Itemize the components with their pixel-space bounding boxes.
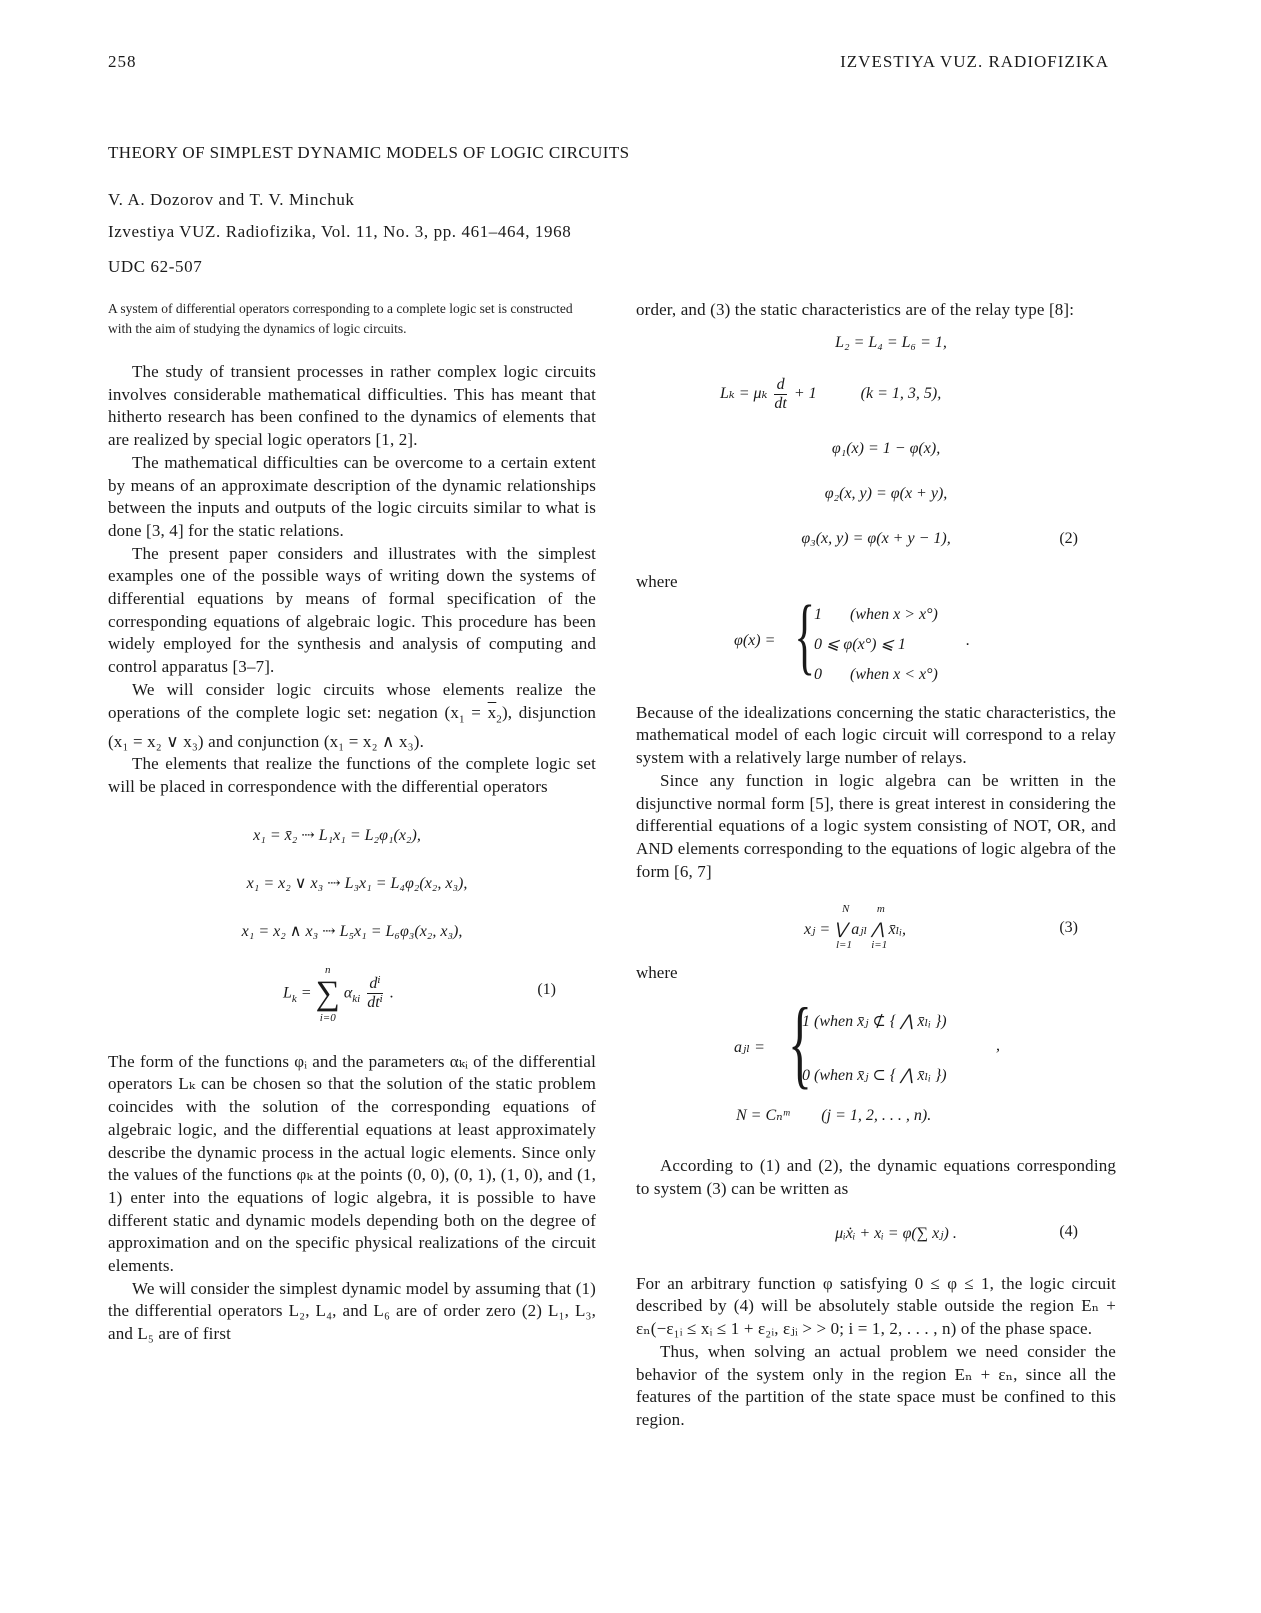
article-udc: UDC 62-507: [108, 257, 203, 276]
abstract: A system of differential operators corresponding to a complete logic set is constructed with the aim of studying the dynamics of logic circuits.: [108, 301, 573, 336]
equation-2c: φ₁(x) = 1 − φ(x),: [831, 439, 941, 457]
a-definition: [636, 987, 1116, 1143]
paragraph-functions-form: The form of the functions φᵢ and the parameters αₖᵢ of the differential operators Lₖ can be chosen so that the solution of the static problem coincides with the solution of the corresponding equations of algebraic logic, and the differential equations at least approximately describe the dynamic process in the actual logic elements. Since only the values of the functions φₖ at the points (0, 0), (0, 1), (1, 0), and (1, 1) enter into the equations of logic algebra, it is possible to have different static and dynamic models depending both on the degree of approximation and on the specific physical realizations of the circuit elements.: [108, 1051, 596, 1276]
equation-2b-cond: (k = 1, 3, 5),: [860, 384, 942, 402]
sum-lower-limit: i=0: [319, 1011, 336, 1024]
n-definition: N = Cₙᵐ (j = 1, 2, . . . , n).: [736, 1107, 932, 1125]
a-comma: ,: [996, 1037, 1000, 1055]
where-label-1: where: [636, 571, 678, 591]
left-column: [108, 299, 596, 1346]
equation-1-block: [108, 813, 596, 1051]
equation-3-upper: N m: [842, 903, 885, 916]
equation-1c: x₁ = x₂ ∧ x₃ ⇢ L₅x₁ = L₆φ₃(x₂, x₃),: [241, 922, 463, 940]
equation-2e: φ₃(x, y) = φ(x + y − 1),: [801, 529, 951, 547]
phi-case-1: 1 (when x > x°): [814, 605, 938, 623]
phi-case-3: 0 (when x < x°): [814, 665, 938, 683]
equation-3-block: [636, 891, 1116, 963]
equation-1a: x₁ = x̄₂ ⇢ L₁x₁ = L₂φ₁(x₂),: [253, 826, 421, 844]
equation-2b-den: dt: [774, 394, 787, 412]
equation-2a: L₂ = L₄ = L₆ = 1,: [835, 333, 947, 351]
where-label-2: where: [636, 963, 678, 983]
journal-header: IZVESTIYA VUZ. RADIOFIZIKA: [840, 52, 1109, 71]
equation-1d: $L_k$ = n ∑ i=0 $\alpha_{ki}$ $\frac{\text{dⁱ}}{\text{dtⁱ}}$ .: [283, 963, 394, 1024]
equation-2b-num: d: [774, 376, 786, 395]
equation-1b: x₁ = x₂ ∨ x₃ ⇢ L₃x₁ = L₄φ₂(x₂, x₃),: [246, 874, 468, 892]
paragraph-correspondence: The elements that realize the functions of the complete logic set will be placed in correspondence with the differential operators: [108, 754, 596, 797]
equation-2b-rhs: + 1: [793, 384, 817, 402]
page-number: 258: [108, 52, 137, 71]
paragraph-logic-set-b: ), disjunction (x₁ = x₂ ∨ x₃) and conjunction (x₁ = x₂ ∧ x₃).: [108, 702, 596, 751]
paragraph-simplest-model: We will consider the simplest dynamic model by assuming that (1) the differential operators L₂, L₄, and L₆ are of order zero (2) L₁, L₃, and L₅ are of first: [108, 1278, 596, 1344]
phi-definition: [636, 586, 1116, 694]
a-case-1: 1 (when x̄ⱼ ⊄ { ⋀ x̄ₗᵢ }): [802, 1013, 947, 1031]
paragraph-present-paper: The present paper considers and illustrates with the simplest examples one of the possible ways of writing down the systems of differential equations by means of formal specification of the corresponding equations of algebraic logic. This procedure has been widely employed for the synthesis and analysis of computing and control apparatus [3–7].: [108, 543, 596, 677]
sum-upper-limit: n: [324, 963, 331, 976]
phi-cases: [814, 600, 938, 690]
phi-lhs: φ(x) =: [734, 631, 776, 649]
equation-2b: [720, 376, 941, 413]
article-title: THEORY OF SIMPLEST DYNAMIC MODELS OF LOGIC CIRCUITS: [108, 143, 630, 162]
equation-2-label: (2): [1059, 529, 1078, 547]
equation-4-label: (4): [1059, 1222, 1078, 1240]
equation-3-label: (3): [1059, 919, 1078, 937]
paragraph-relay-type: order, and (3) the static characteristics are of the relay type [8]:: [636, 300, 1075, 319]
a-case-2: 0 (when x̄ⱼ ⊂ { ⋀ x̄ₗᵢ }): [802, 1067, 947, 1085]
a-brace: {: [788, 987, 812, 1099]
equation-2d: φ₂(x, y) = φ(x + y),: [824, 484, 948, 502]
equation-3: xⱼ = ⋁ aⱼₗ ⋀ x̄ₗᵢ,: [804, 921, 906, 939]
equation-1-label: (1): [537, 980, 556, 998]
equation-2b-lhs: Lₖ = μₖ: [720, 384, 768, 402]
equation-1d-num: dⁱ: [367, 975, 383, 994]
paragraph-logic-set: We will consider logic circuits whose elements realize the operations of the complete logic set: negation $(x_1 = \overline{x}_2)$, disjunction (x₁ = x₂ ∨ x₃) and conjunction (x₁ = x₂ ∧ x₃).: [108, 679, 596, 751]
equation-2-block: [636, 322, 1116, 572]
paragraph-according: According to (1) and (2), the dynamic equations corresponding to system (3) can be written as: [636, 1156, 1116, 1199]
article-authors: V. A. Dozorov and T. V. Minchuk: [108, 190, 355, 209]
paragraph-difficulties: The mathematical difficulties can be overcome to a certain extent by means of an approximate description of the dynamic relationships between the inputs and outputs of the logic circuits similar to what is done [3, 4] for the static relations.: [108, 452, 596, 540]
a-lhs: aⱼₗ =: [734, 1039, 765, 1057]
equation-4: μᵢẋᵢ + xᵢ = φ(∑ xⱼ) .: [835, 1224, 957, 1242]
equation-1d-den: dtⁱ: [367, 994, 383, 1012]
equation-1d-term: α: [343, 984, 353, 1002]
phi-dot: .: [966, 631, 970, 649]
equation-1d-lhs: L: [283, 984, 292, 1002]
paragraph-disjunctive: Since any function in logic algebra can be written in the disjunctive normal form [5], there is great interest in considering the differential equations of a logic system consisting of NOT, OR, and AND elements corresponding to the equations of logic algebra of the form [6, 7]: [636, 770, 1116, 881]
paragraph-stability: For an arbitrary function φ satisfying 0 ≤ φ ≤ 1, the logic circuit described by (4) will be absolutely stable outside the region Eₙ + εₙ(−ε₁ᵢ ≤ xᵢ ≤ 1 + ε₂ᵢ, εⱼᵢ > > 0; i = 1, 2, . . . , n) of the phase space.: [636, 1273, 1116, 1339]
phi-brace: {: [794, 586, 815, 683]
right-column: [636, 299, 1116, 1432]
article-citation: Izvestiya VUZ. Radiofizika, Vol. 11, No. 3, pp. 461–464, 1968: [108, 222, 572, 241]
equation-3-lower: l=1 i=1: [836, 939, 888, 952]
paragraph-idealizations: Because of the idealizations concerning the static characteristics, the mathematical model of each logic circuit will correspond to a relay system with a relatively large number of relays.: [636, 702, 1116, 768]
paragraph-thus: Thus, when solving an actual problem we need consider the behavior of the system only in the region Eₙ + εₙ, since all the features of the partition of the state space must be confined to this region.: [636, 1341, 1116, 1429]
paragraph-intro: The study of transient processes in rather complex logic circuits involves considerable mathematical difficulties. This has meant that hitherto research has been confined to the dynamics of elements that are realized by special logic operators [1, 2].: [108, 362, 596, 450]
equation-4-block: [636, 1201, 1116, 1257]
phi-case-2: 0 ⩽ φ(x°) ⩽ 1: [814, 635, 906, 653]
paragraph-logic-set-a: We will consider logic circuits whose elements realize the operations of the complete logic set: negation (x: [108, 679, 596, 722]
